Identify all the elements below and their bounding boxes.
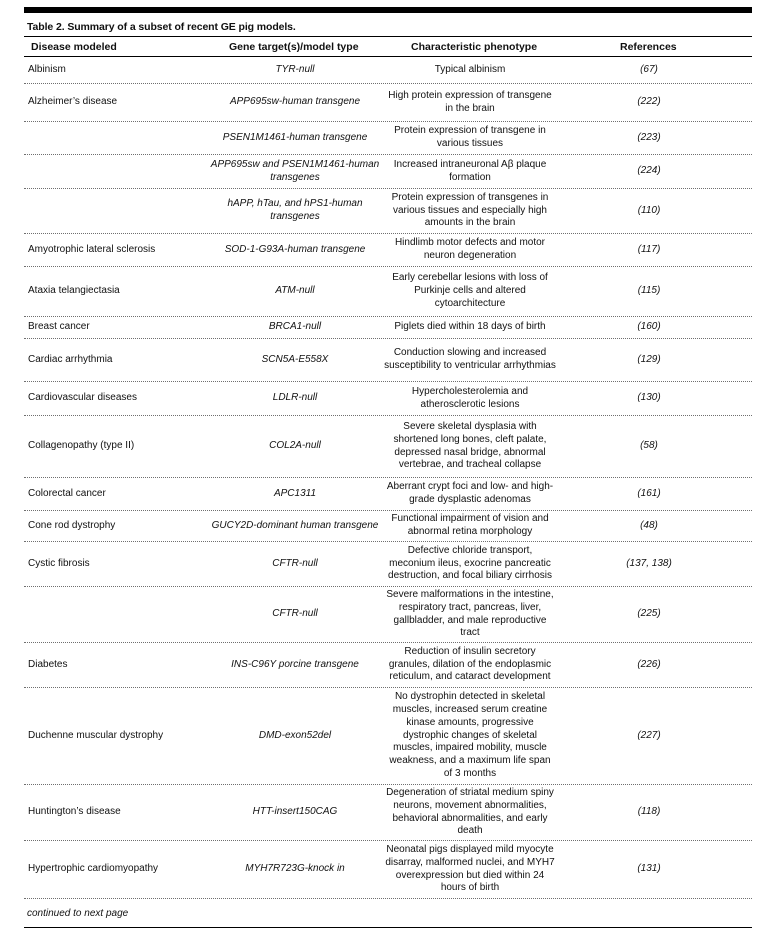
- table-row: [24, 542, 752, 587]
- references-cell: (115): [637, 285, 661, 297]
- table-row: [24, 841, 752, 899]
- table-row: [24, 478, 752, 511]
- table-row: [24, 267, 752, 317]
- gene-target-cell: APP695sw-human transgene: [229, 96, 361, 108]
- gene-target-cell: hAPP, hTau, and hPS1-human transgenes: [227, 198, 363, 222]
- phenotype-cell: Defective chloride transport, meconium ileus, exocrine pancreatic destruction, and focal biliary cirrhosis: [388, 544, 552, 582]
- gene-target-cell: HTT-insert150CAG: [252, 806, 338, 818]
- phenotype-cell: Reduction of insulin secretory granules, dilation of the endoplasmic reticulum, and cataract development: [388, 645, 552, 683]
- references-cell: (48): [640, 519, 658, 531]
- references-cell: (131): [637, 863, 661, 875]
- phenotype-cell: Severe skeletal dysplasia with shortened long bones, cleft palate, depressed nasal bridge, abnormal vertebrae, and tracheal collapse: [393, 420, 547, 471]
- references-cell: (226): [637, 658, 661, 670]
- gene-target-cell: COL2A-null: [269, 440, 321, 452]
- table-row: [24, 688, 752, 785]
- phenotype-cell: Aberrant crypt foci and low- and high-grade dysplastic adenomas: [386, 481, 554, 505]
- gene-target-cell: SCN5A-E558X: [261, 353, 329, 365]
- phenotype-cell: Conduction slowing and increased susceptibility to ventricular arrhythmias: [384, 347, 556, 371]
- gene-target-cell: APP695sw and PSEN1M1461-human transgenes: [210, 158, 380, 183]
- table-row: [24, 643, 752, 688]
- gene-target-cell: SOD-1-G93A-human transgene: [224, 243, 366, 255]
- bottom-rule: [24, 927, 752, 928]
- continued-note: continued to next page: [27, 908, 129, 919]
- table-row: [24, 339, 752, 382]
- disease-cell: Amyotrophic lateral sclerosis: [28, 243, 156, 255]
- phenotype-cell: Severe malformations in the intestine, respiratory tract, pancreas, liver, gallbladder, and male reproductive tract: [386, 588, 554, 639]
- disease-cell: Collagenopathy (type II): [28, 440, 135, 452]
- gene-target-cell: LDLR-null: [272, 392, 318, 404]
- gene-target-cell: CFTR-null: [272, 557, 318, 569]
- disease-cell: Cystic fibrosis: [28, 557, 90, 569]
- references-cell: (227): [637, 729, 661, 741]
- header-gene-target: Gene target(s)/model type: [229, 41, 359, 53]
- disease-cell: Colorectal cancer: [28, 487, 106, 499]
- disease-cell: Albinism: [28, 64, 66, 76]
- top-rule-bar: [24, 7, 752, 13]
- phenotype-cell: Increased intraneuronal Aβ plaque formation: [393, 158, 547, 183]
- table-row: [24, 58, 752, 84]
- references-cell: (225): [637, 608, 661, 620]
- references-cell: (161): [637, 487, 661, 499]
- table-caption: Table 2. Summary of a subset of recent GE pig models.: [27, 21, 296, 33]
- table-row: [24, 511, 752, 542]
- gene-target-cell: BRCA1-null: [268, 321, 322, 333]
- disease-cell: Cardiac arrhythmia: [28, 353, 113, 365]
- phenotype-cell: Piglets died within 18 days of birth: [394, 321, 546, 333]
- references-cell: (224): [637, 165, 661, 177]
- references-cell: (110): [637, 204, 661, 216]
- disease-cell: Breast cancer: [28, 321, 90, 333]
- table-row: [24, 84, 752, 122]
- table-row: [24, 382, 752, 416]
- disease-cell: Huntington’s disease: [28, 806, 121, 818]
- phenotype-cell: Degeneration of striatal medium spiny neurons, movement abnormalities, behavioral abnormalities, and early death: [386, 786, 554, 837]
- table-row: [24, 416, 752, 478]
- disease-cell: Diabetes: [28, 658, 68, 670]
- references-cell: (222): [637, 96, 661, 108]
- phenotype-cell: Neonatal pigs displayed mild myocyte disarray, malformed nuclei, and MYH7 overexpression but died within 24 hours of birth: [385, 843, 555, 894]
- disease-cell: Ataxia telangiectasia: [28, 285, 120, 297]
- references-cell: (118): [637, 806, 661, 818]
- references-cell: (117): [637, 243, 661, 255]
- table-row: [24, 785, 752, 841]
- references-cell: (223): [637, 131, 661, 143]
- disease-cell: [28, 587, 218, 642]
- phenotype-cell: Early cerebellar lesions with loss of Purkinje cells and altered cytoarchitecture: [392, 272, 548, 309]
- references-cell: (130): [637, 392, 661, 404]
- references-cell: (67): [640, 64, 658, 76]
- phenotype-cell: Functional impairment of vision and abnormal retina morphology: [391, 513, 549, 537]
- table-row: [24, 317, 752, 339]
- phenotype-cell: No dystrophin detected in skeletal muscles, increased serum creatine kinase amounts, progressive dystrophic changes of skeletal muscles, impaired mobility, muscle weakness, and a maximum life span of 3 months: [389, 691, 551, 779]
- disease-cell: Duchenne muscular dystrophy: [28, 729, 164, 741]
- gene-target-cell: GUCY2D-dominant human transgene: [211, 519, 379, 531]
- references-cell: (137, 138): [626, 557, 672, 569]
- header-disease-modeled: Disease modeled: [31, 41, 117, 53]
- gene-target-cell: TYR-null: [275, 64, 315, 76]
- references-cell: (58): [640, 440, 658, 452]
- disease-cell: Cone rod dystrophy: [28, 519, 116, 531]
- disease-cell: [28, 122, 218, 154]
- phenotype-cell: Hypercholesterolemia and atherosclerotic lesions: [411, 385, 529, 410]
- disease-cell: Cardiovascular diseases: [28, 392, 137, 404]
- disease-cell: [28, 155, 218, 188]
- gene-target-cell: MYH7R723G-knock in: [245, 863, 345, 875]
- disease-cell: Hypertrophic cardiomyopathy: [28, 863, 159, 875]
- table-row: [24, 155, 752, 189]
- phenotype-cell: Hindlimb motor defects and motor neuron degeneration: [394, 237, 546, 261]
- disease-cell: [28, 189, 218, 233]
- gene-target-cell: CFTR-null: [272, 608, 318, 620]
- header-top-rule: [24, 36, 752, 37]
- phenotype-cell: High protein expression of transgene in the brain: [388, 89, 552, 114]
- phenotype-cell: Typical albinism: [434, 64, 506, 76]
- header-bottom-rule: [24, 56, 752, 57]
- references-cell: (160): [637, 321, 661, 333]
- gene-target-cell: PSEN1M1461-human transgene: [222, 131, 368, 143]
- header-characteristic-phenotype: Characteristic phenotype: [411, 41, 538, 53]
- table-row: [24, 587, 752, 643]
- references-cell: (129): [637, 353, 661, 365]
- gene-target-cell: INS-C96Y porcine transgene: [231, 658, 359, 670]
- gene-target-cell: APC1311: [273, 487, 317, 499]
- phenotype-cell: Protein expression of transgene in various tissues: [394, 125, 546, 149]
- table-row: [24, 189, 752, 234]
- phenotype-cell: Protein expression of transgenes in various tissues and especially high amounts in the brain: [391, 191, 549, 229]
- table-row: [24, 234, 752, 267]
- gene-target-cell: DMD-exon52del: [258, 729, 332, 741]
- row-divider: [24, 898, 752, 899]
- table-row: [24, 122, 752, 155]
- gene-target-cell: ATM-null: [275, 285, 315, 297]
- header-references: References: [620, 41, 677, 53]
- disease-cell: Alzheimer’s disease: [28, 96, 118, 108]
